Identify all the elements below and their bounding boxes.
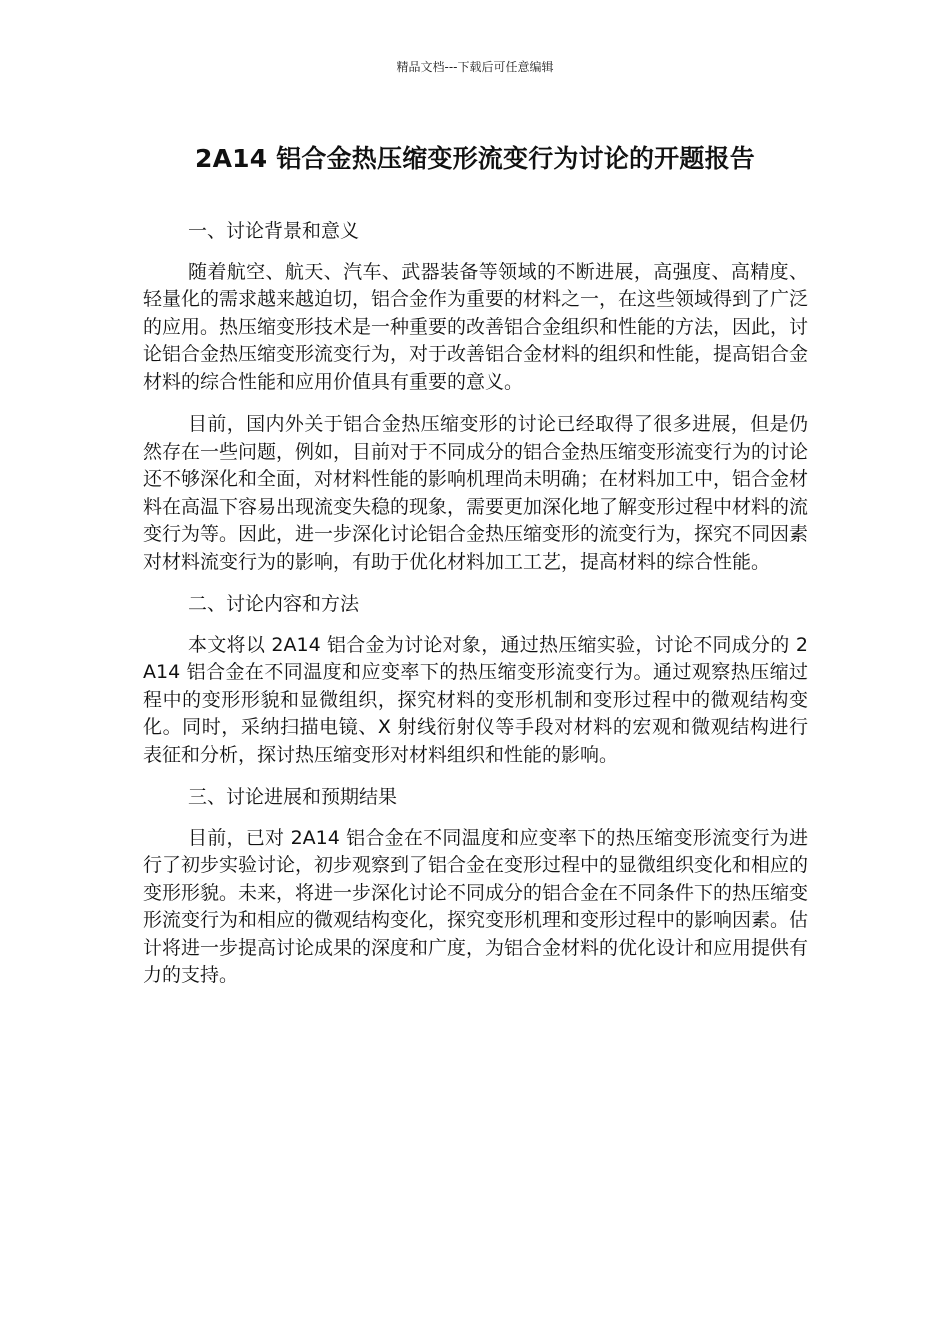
section-heading: 一、讨论背景和意义 bbox=[188, 220, 360, 242]
section-progress-results bbox=[143, 784, 808, 990]
body-paragraph: 目前，国内外关于铝合金热压缩变形的讨论已经取得了很多进展，但是仍然存在一些问题，例如，目前对于不同成分的铝合金热压缩变形流变行为的讨论还不够深化和全面，对材料性能的影响机理尚未明确；在材料加工中，铝合金材料在高温下容易出现流变失稳的现象，需要更加深化地了解变形过程中材料的流变行为等。因此，进一步深化讨论铝合金热压缩变形的流变行为，探究不同因素对材料流变行为的影响，有助于优化材料加工工艺，提高材料的综合性能。 bbox=[143, 413, 809, 573]
body-paragraph: 随着航空、航天、汽车、武器装备等领域的不断进展，高强度、高精度、轻量化的需求越来越迫切，铝合金作为重要的材料之一，在这些领域得到了广泛的应用。热压缩变形技术是一种重要的改善铝合金组织和性能的方法，因此，讨论铝合金热压缩变形流变行为，对于改善铝合金材料的组织和性能，提高铝合金材料的综合性能和应用价值具有重要的意义。 bbox=[143, 260, 809, 393]
page-header-watermark: 精品文档---下载后可任意编辑 bbox=[396, 60, 554, 74]
body-paragraph: 目前，已对 2A14 铝合金在不同温度和应变率下的热压缩变形流变行为进行了初步实验讨论，初步观察到了铝合金在变形过程中的显微组织变化和相应的变形形貌。未来，将进一步深化讨论不同成分的铝合金在不同条件下的热压缩变形流变行为和相应的微观结构变化，探究变形机理和变形过程中的影响因素。估计将进一步提高讨论成果的深度和广度，为铝合金材料的优化设计和应用提供有力的支持。 bbox=[143, 826, 809, 986]
section-content-methods bbox=[143, 591, 808, 769]
document-body bbox=[143, 218, 808, 1005]
section-heading: 二、讨论内容和方法 bbox=[188, 593, 360, 615]
section-background bbox=[143, 218, 808, 576]
document-title: 2A14 铝合金热压缩变形流变行为讨论的开题报告 bbox=[194, 144, 756, 173]
body-paragraph: 本文将以 2A14 铝合金为讨论对象，通过热压缩实验，讨论不同成分的 2A14 铝合金在不同温度和应变率下的热压缩变形流变行为。通过观察热压缩过程中的变形形貌和显微组织，探究材料的变形机制和变形过程中的微观结构变化。同时，采纳扫描电镜、X 射线衍射仪等手段对材料的宏观和微观结构进行表征和分析，探讨热压缩变形对材料组织和性能的影响。 bbox=[143, 633, 808, 766]
section-heading: 三、讨论进展和预期结果 bbox=[188, 786, 398, 808]
